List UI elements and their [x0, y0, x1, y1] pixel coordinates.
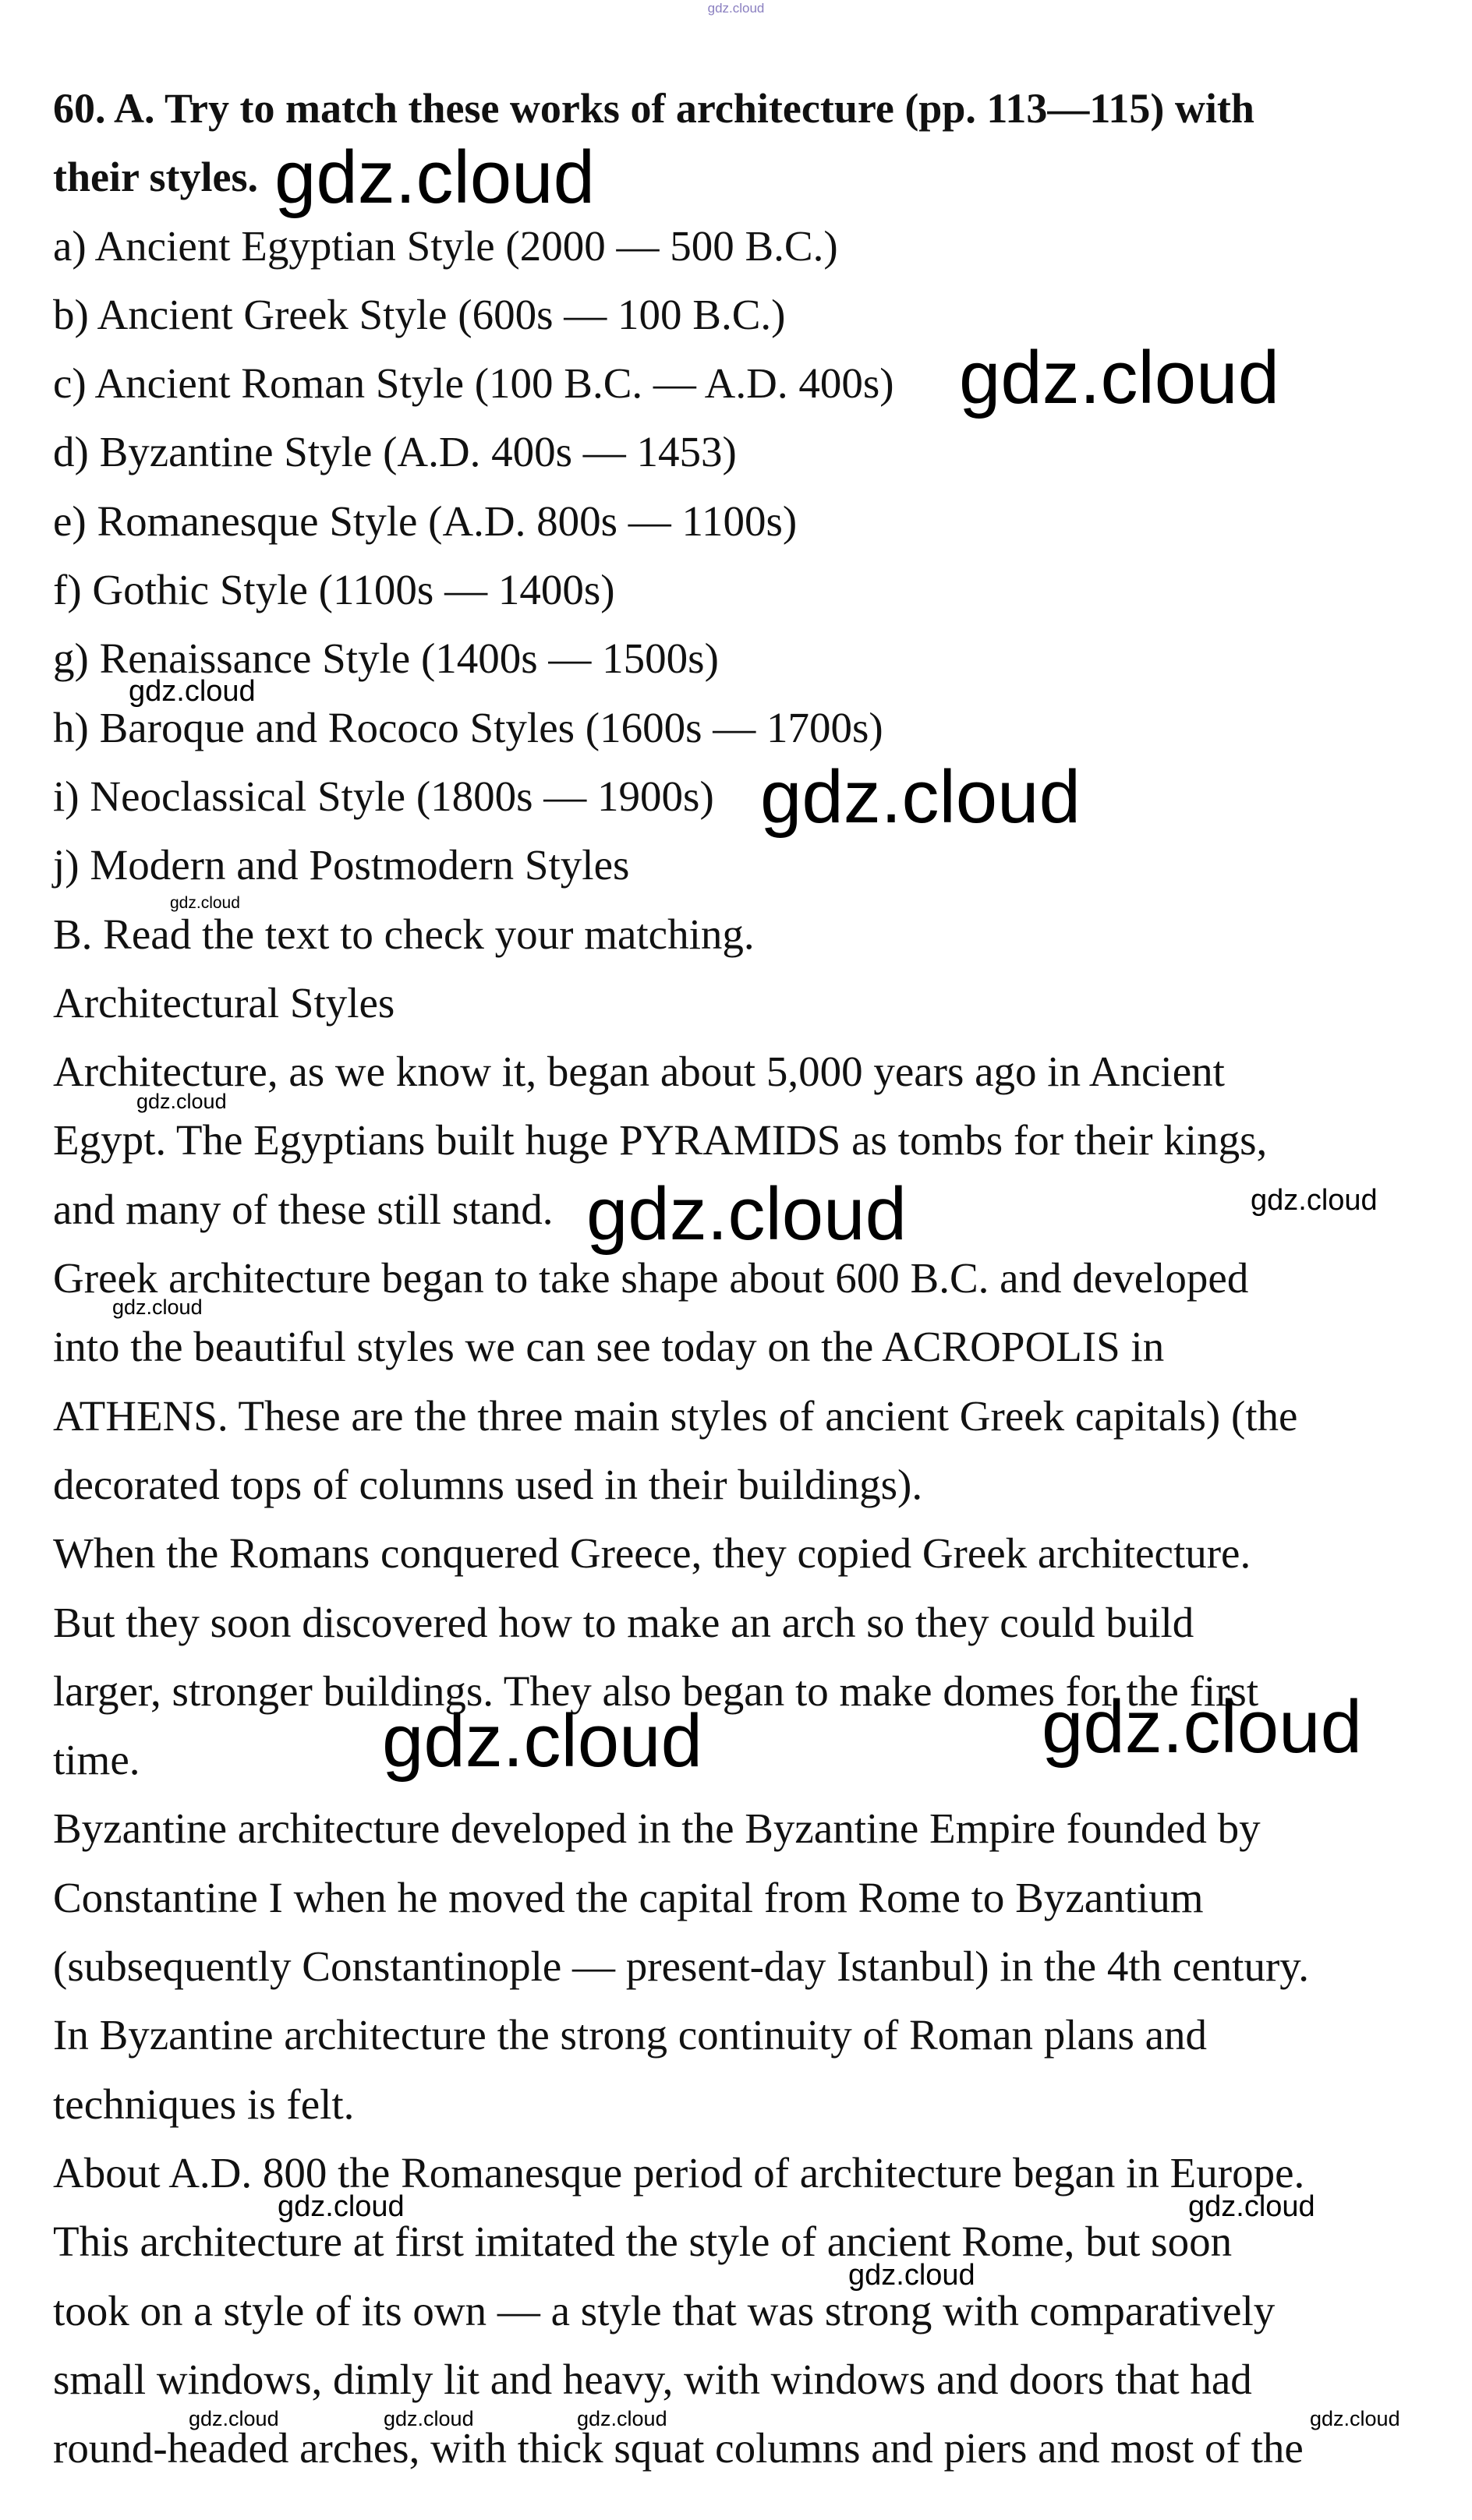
style-item-d: d) Byzantine Style (A.D. 400s — 1453) [53, 428, 737, 476]
watermark: gdz.cloud [170, 894, 240, 912]
watermark: gdz.cloud [760, 755, 1081, 839]
exercise-title-line-1: 60. A. Try to match these works of architecture (pp. 113—115) with [53, 85, 1254, 132]
style-item-b: b) Ancient Greek Style (600s — 100 B.C.) [53, 290, 786, 338]
style-item-f: f) Gothic Style (1100s — 1400s) [53, 566, 615, 614]
text-line: Architecture, as we know it, began about 5,000 years ago in Ancient [53, 1048, 1225, 1096]
header-watermark: gdz.cloud [707, 1, 765, 16]
watermark: gdz.cloud [586, 1172, 907, 1256]
watermark: gdz.cloud [112, 1295, 203, 1319]
style-item-c: c) Ancient Roman Style (100 B.C. — A.D. 400s) [53, 359, 894, 408]
text-line: Constantine I when he moved the capital from Rome to Byzantium [53, 1873, 1204, 1921]
watermark: gdz.cloud [848, 2259, 975, 2292]
text-line: About A.D. 800 the Romanesque period of architecture began in Europe. [53, 2148, 1305, 2197]
watermark: gdz.cloud [1188, 2190, 1315, 2223]
watermark: gdz.cloud [959, 336, 1279, 419]
text-line: time. [53, 1736, 140, 1784]
watermark: gdz.cloud [1310, 2407, 1400, 2430]
text-line: (subsequently Constantinople — present-day Istanbul) in the 4th century. [53, 1942, 1309, 1991]
text-line: and many of these still stand. [53, 1185, 554, 1233]
style-item-j: j) Modern and Postmodern Styles [53, 841, 630, 889]
watermark: gdz.cloud [136, 1090, 227, 1113]
watermark: gdz.cloud [278, 2190, 405, 2223]
text-line: Greek architecture began to take shape about 600 B.C. and developed [53, 1254, 1249, 1302]
text-line: larger, stronger buildings. They also began to make domes for the first [53, 1666, 1259, 1715]
text-line: Egypt. The Egyptians built huge PYRAMIDS as tombs for their kings, [53, 1116, 1268, 1165]
text-line: round-headed arches, with thick squat columns and piers and most of the [53, 2424, 1304, 2472]
watermark: gdz.cloud [274, 136, 595, 219]
text-line: techniques is felt. [53, 2080, 355, 2128]
text-line: took on a style of its own — a style that was strong with comparatively [53, 2286, 1276, 2334]
watermark: gdz.cloud [382, 1699, 702, 1783]
text-line: When the Romans conquered Greece, they copied Greek architecture. [53, 1529, 1251, 1578]
watermark: gdz.cloud [1251, 1184, 1378, 1217]
text-line: Byzantine architecture developed in the Byzantine Empire founded by [53, 1804, 1261, 1853]
document-content [53, 74, 1425, 2483]
text-line: In Byzantine architecture the strong continuity of Roman plans and [53, 2011, 1208, 2059]
text-line: small windows, dimly lit and heavy, with windows and doors that had [53, 2355, 1252, 2403]
style-item-g: g) Renaissance Style (1400s — 1500s) [53, 634, 719, 683]
exercise-title-line-2: their styles. [53, 154, 258, 201]
style-item-a: a) Ancient Egyptian Style (2000 — 500 B.C.) [53, 221, 838, 270]
part-b-instruction: B. Read the text to check your matching. [53, 910, 755, 958]
style-item-i: i) Neoclassical Style (1800s — 1900s) [53, 772, 714, 820]
text-line: But they soon discovered how to make an arch so they could build [53, 1598, 1194, 1646]
watermark: gdz.cloud [1042, 1685, 1362, 1769]
style-item-e: e) Romanesque Style (A.D. 800s — 1100s) [53, 497, 798, 545]
text-line: ATHENS. These are the three main styles of ancient Greek capitals) (the [53, 1391, 1298, 1440]
watermark: gdz.cloud [189, 2407, 279, 2430]
watermark: gdz.cloud [384, 2407, 474, 2430]
watermark: gdz.cloud [577, 2407, 667, 2430]
text-line: into the beautiful styles we can see today on the ACROPOLIS in [53, 1323, 1165, 1371]
style-item-h: h) Baroque and Rococo Styles (1600s — 1700s) [53, 703, 883, 751]
text-line: This architecture at first imitated the style of ancient Rome, but soon [53, 2218, 1233, 2266]
watermark: gdz.cloud [129, 675, 256, 708]
text-line: decorated tops of columns used in their buildings). [53, 1460, 923, 1508]
text-title: Architectural Styles [53, 978, 395, 1027]
